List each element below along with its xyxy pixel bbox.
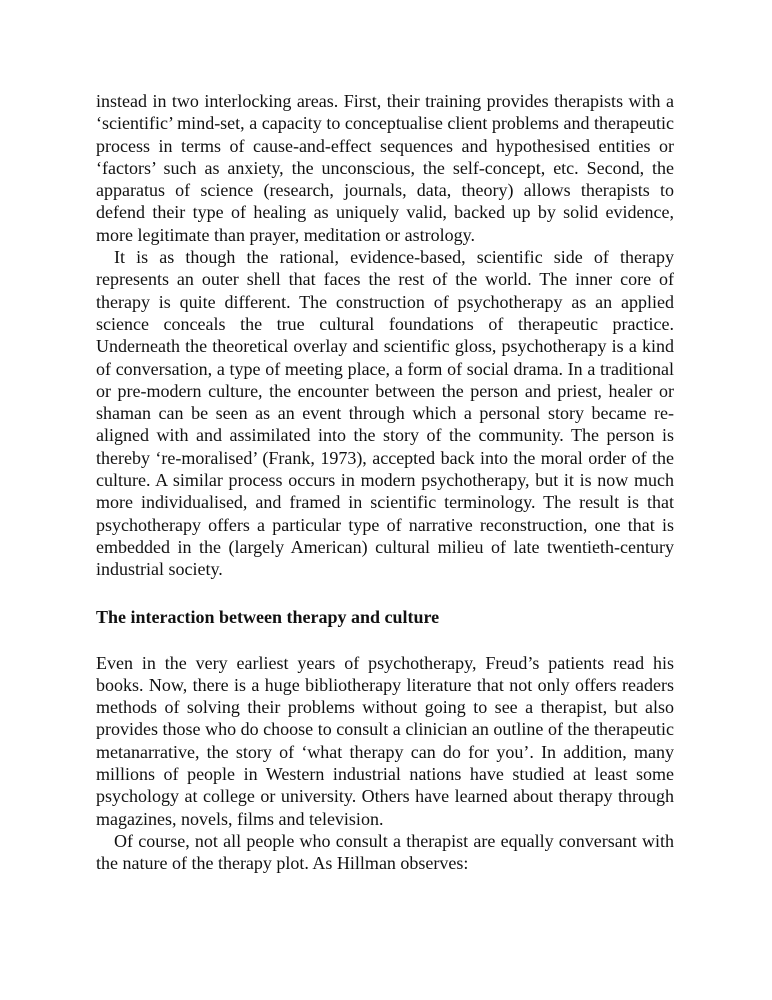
paragraph-outer-shell: It is as though the rational, evidence-based, scientific side of therapy represents an outer shell that faces the rest of the world. The inner core of therapy is quite different. The construction of psychotherapy as an applied science conceals the true cultural foundations of therapeutic practice. Underneath the theoretical overlay and scientific gloss, psychotherapy is a kind of conversation, a type of meeting place, a form of social drama. In a traditional or pre-modern culture, the encounter between the person and priest, healer or shaman can be seen as an event through which a personal story became re-aligned with and assimilated into the story of the community. The person is thereby ‘re-moralised’ (Frank, 1973), accepted back into the moral order of the culture. A similar process occurs in modern psychotherapy, but it is now much more individualised, and framed in scientific terminology. The result is that psychotherapy offers a particular type of narrative reconstruction, one that is embedded in the (largely American) cultural milieu of late twentieth-century industrial society.	[96, 247, 674, 580]
paragraph-scientific-mindset: instead in two interlocking areas. First, their training provides therapists with a ‘scientific’ mind-set, a capacity to conceptualise client problems and therapeutic process in terms of cause-and-effect sequences and hypothesised entities or ‘factors’ such as anxiety, the unconscious, the self-concept, etc. Second, the apparatus of science (research, journals, data, theory) allows therapists to defend their type of healing as uniquely valid, backed up by solid evidence, more legitimate than prayer, meditation or astrology.	[96, 91, 674, 245]
section-heading: The interaction between therapy and culture	[96, 606, 440, 627]
paragraph-freud-patients: Even in the very earliest years of psychotherapy, Freud’s patients read his books. Now, there is a huge bibliotherapy literature that not only offers readers methods of solving their problems without going to see a therapist, but also provides those who do choose to consult a clinician an outline of the therapeutic metanarrative, the story of ‘what therapy can do for you’. In addition, many millions of people in Western industrial nations have studied at least some psychology at college or university. Others have learned about therapy through magazines, novels, films and television.	[96, 652, 674, 829]
paragraph-therapy-plot: Of course, not all people who consult a therapist are equally conversant with the nature of the therapy plot. As Hillman observes:	[96, 830, 674, 874]
book-page	[96, 90, 674, 875]
